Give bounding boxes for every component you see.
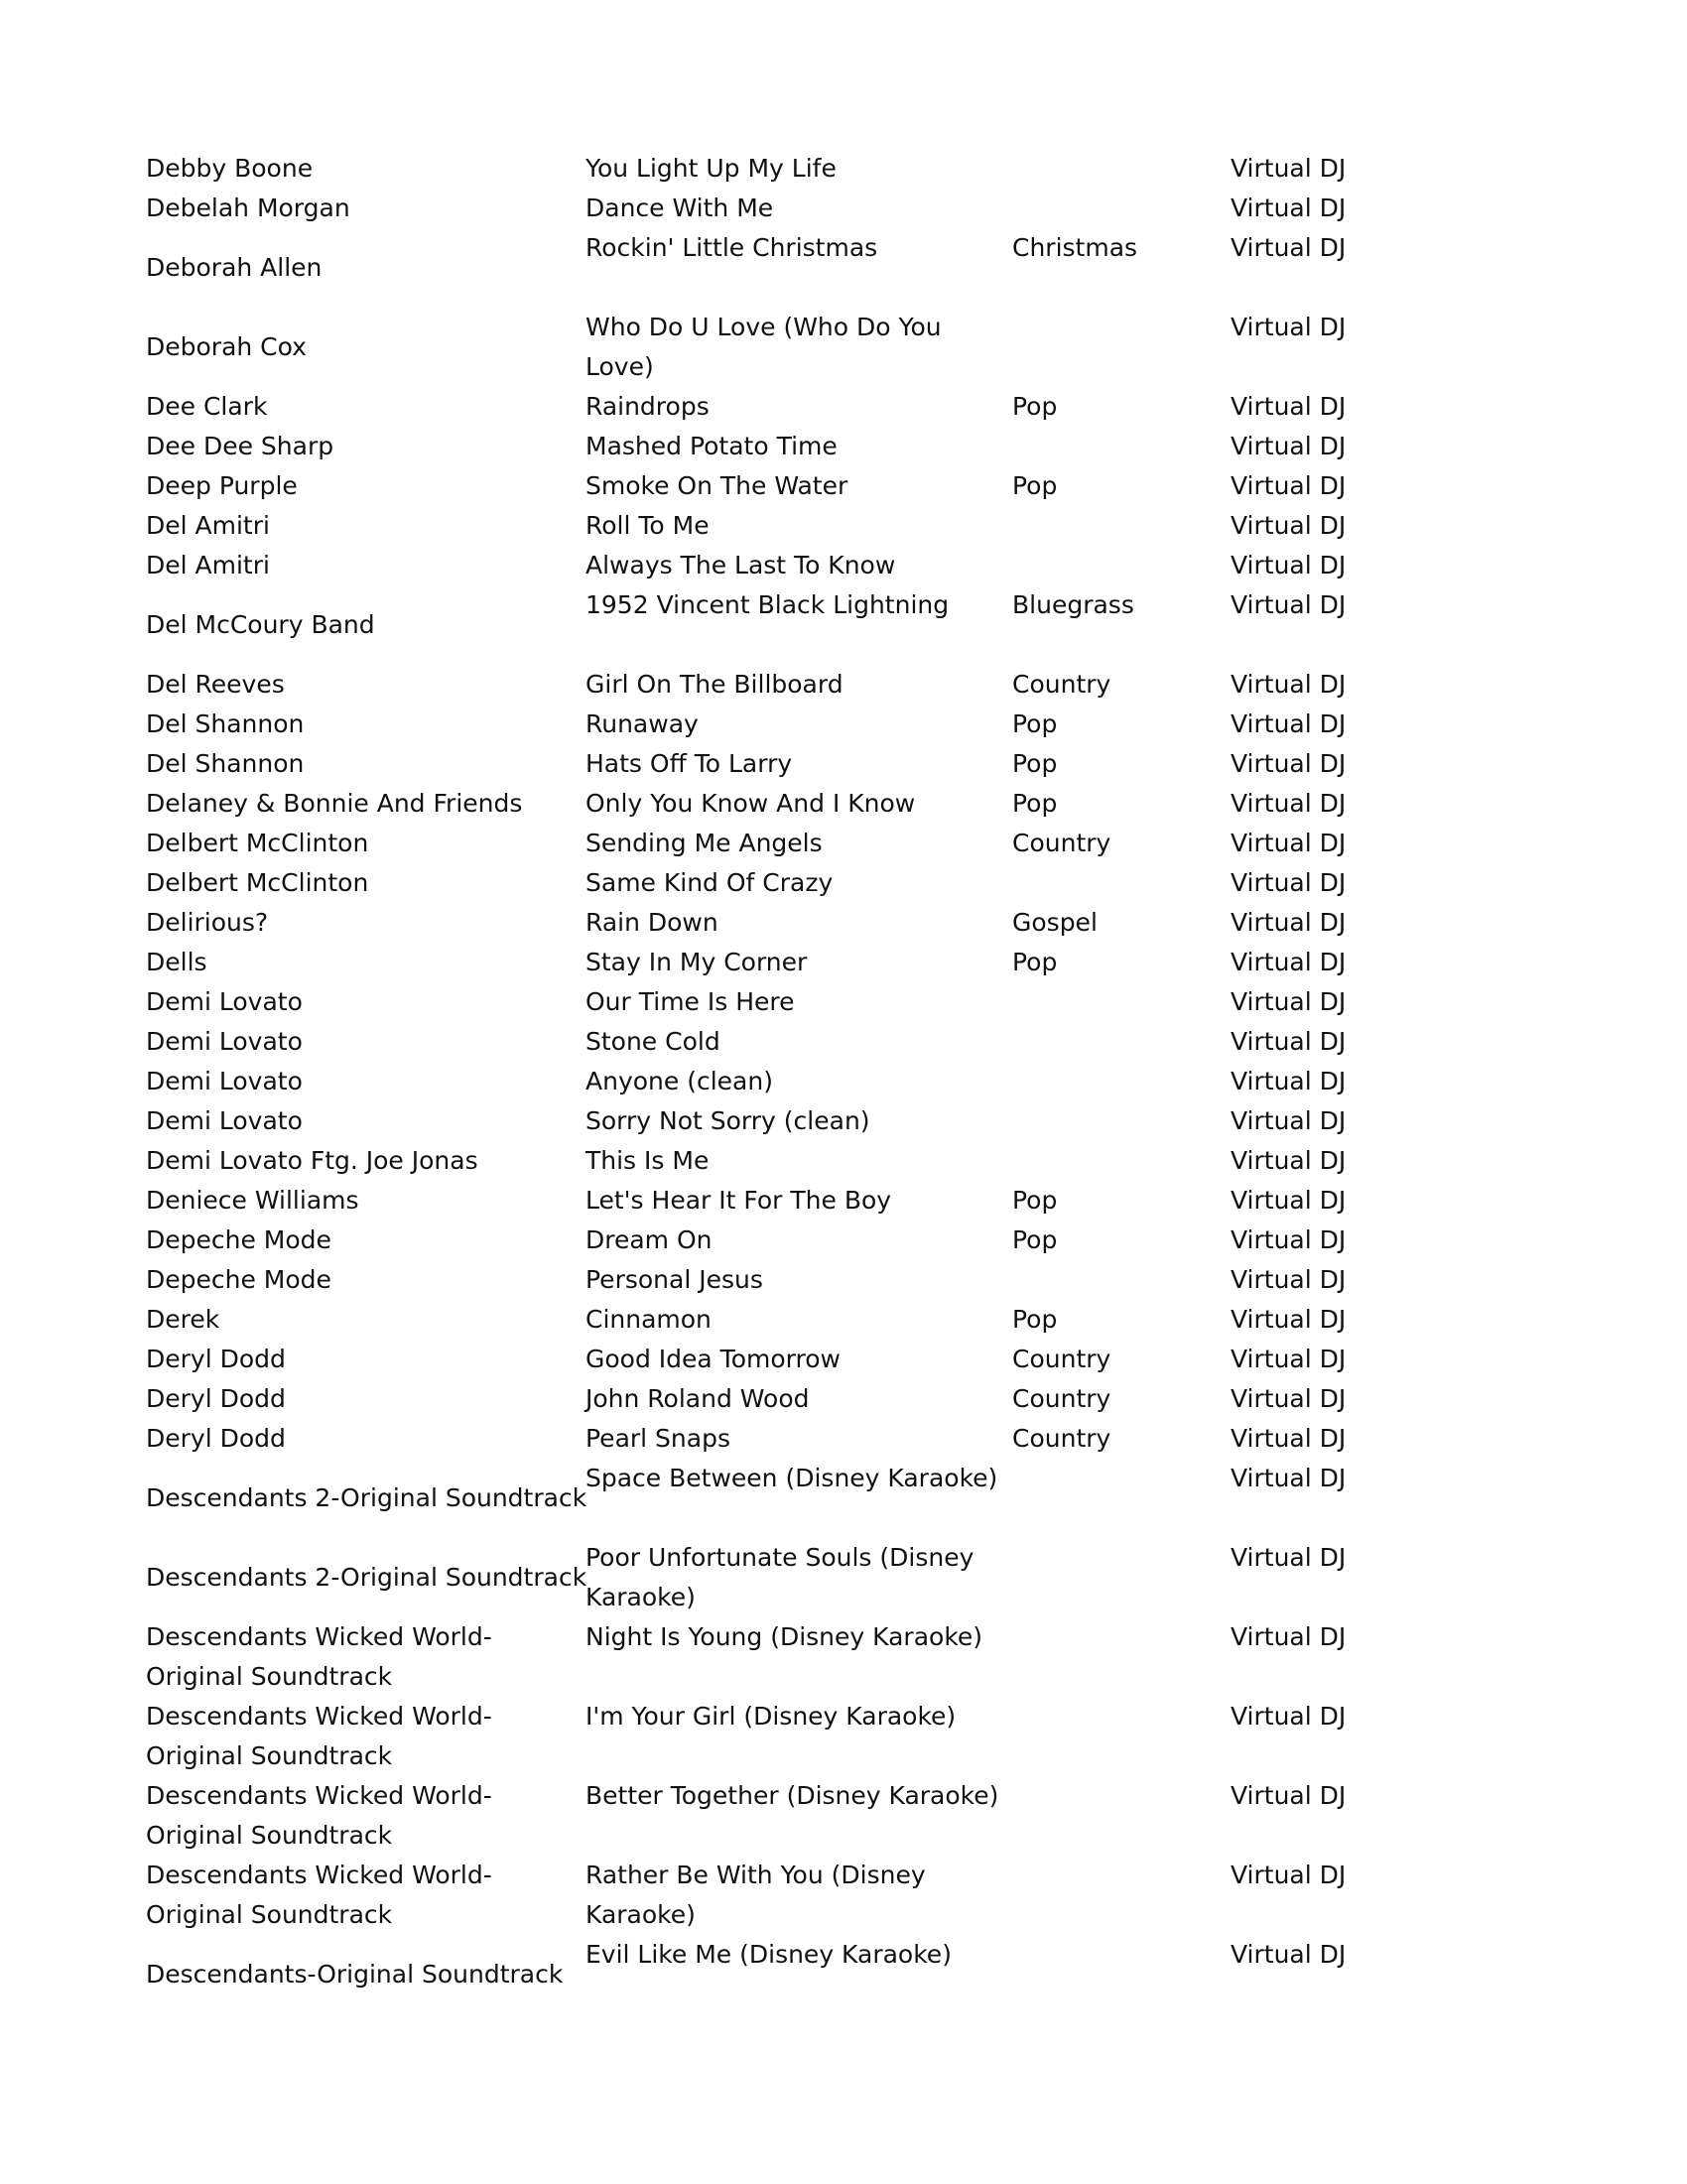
artist-cell: Delirious? <box>146 908 269 937</box>
source-cell: Virtual DJ <box>1231 154 1347 183</box>
source-cell: Virtual DJ <box>1231 709 1347 738</box>
table-row <box>146 1617 1386 1697</box>
song-title-cell: Hats Off To Larry <box>585 749 793 778</box>
song-title-cell: Sorry Not Sorry (clean) <box>585 1106 870 1135</box>
song-title-cell: Good Idea Tomorrow <box>585 1345 841 1373</box>
table-row <box>146 466 1386 506</box>
genre-cell: Pop <box>1012 392 1058 421</box>
song-title-cell: Dance With Me <box>585 193 774 222</box>
table-row <box>146 863 1386 903</box>
genre-cell: Country <box>1012 1384 1111 1413</box>
source-cell: Virtual DJ <box>1231 1027 1347 1056</box>
artist-cell: Delaney & Bonnie And Friends <box>146 789 523 818</box>
table-row <box>146 1379 1386 1419</box>
genre-cell: Pop <box>1012 1186 1058 1215</box>
source-cell: Virtual DJ <box>1231 1146 1347 1175</box>
artist-cell: Deborah Allen <box>146 253 323 282</box>
song-title-cell: Rather Be With You (Disney Karaoke) <box>585 1861 926 1929</box>
artist-cell: Deryl Dodd <box>146 1424 286 1453</box>
song-title-cell: Poor Unfortunate Souls (Disney Karaoke) <box>585 1543 974 1611</box>
table-row <box>146 943 1386 982</box>
song-title-cell: Better Together (Disney Karaoke) <box>585 1781 999 1810</box>
source-cell: Virtual DJ <box>1231 1384 1347 1413</box>
table-row <box>146 1340 1386 1379</box>
table-row <box>146 1141 1386 1181</box>
table-row <box>146 427 1386 466</box>
table-row <box>146 1101 1386 1141</box>
table-row <box>146 1538 1386 1617</box>
artist-cell: Demi Lovato Ftg. Joe Jonas <box>146 1146 478 1175</box>
song-title-cell: Mashed Potato Time <box>585 432 838 460</box>
source-cell: Virtual DJ <box>1231 1225 1347 1254</box>
artist-cell: Dee Dee Sharp <box>146 432 334 460</box>
table-row <box>146 308 1386 387</box>
source-cell: Virtual DJ <box>1231 1106 1347 1135</box>
song-title-cell: Anyone (clean) <box>585 1067 773 1095</box>
song-title-cell: Smoke On The Water <box>585 471 848 500</box>
song-title-cell: Girl On The Billboard <box>585 670 844 699</box>
genre-cell: Country <box>1012 1424 1111 1453</box>
artist-cell: Dee Clark <box>146 392 268 421</box>
source-cell: Virtual DJ <box>1231 511 1347 540</box>
artist-cell: Descendants Wicked World-Original Soundtrack <box>146 1622 492 1691</box>
source-cell: Virtual DJ <box>1231 789 1347 818</box>
table-row <box>146 1022 1386 1062</box>
source-cell: Virtual DJ <box>1231 908 1347 937</box>
genre-cell: Bluegrass <box>1012 590 1134 619</box>
artist-cell: Del McCoury Band <box>146 610 375 639</box>
song-title-cell: You Light Up My Life <box>585 154 837 183</box>
artist-cell: Deep Purple <box>146 471 298 500</box>
genre-cell: Country <box>1012 670 1111 699</box>
artist-cell: Del Shannon <box>146 749 305 778</box>
source-cell: Virtual DJ <box>1231 1067 1347 1095</box>
genre-cell: Pop <box>1012 749 1058 778</box>
artist-cell: Delbert McClinton <box>146 829 369 857</box>
source-cell: Virtual DJ <box>1231 1265 1347 1294</box>
song-title-cell: I'm Your Girl (Disney Karaoke) <box>585 1702 957 1731</box>
song-title-cell: Night Is Young (Disney Karaoke) <box>585 1622 983 1651</box>
genre-cell: Pop <box>1012 1305 1058 1334</box>
song-title-cell: Let's Hear It For The Boy <box>585 1186 892 1215</box>
source-cell: Virtual DJ <box>1231 1345 1347 1373</box>
song-title-cell: John Roland Wood <box>585 1384 810 1413</box>
table-row <box>146 824 1386 863</box>
song-title-cell: Cinnamon <box>585 1305 712 1334</box>
source-cell: Virtual DJ <box>1231 948 1347 976</box>
artist-cell: Del Reeves <box>146 670 285 699</box>
source-cell: Virtual DJ <box>1231 1464 1347 1492</box>
source-cell: Virtual DJ <box>1231 471 1347 500</box>
table-row <box>146 982 1386 1022</box>
genre-cell: Pop <box>1012 789 1058 818</box>
source-cell: Virtual DJ <box>1231 1861 1347 1889</box>
source-cell: Virtual DJ <box>1231 1940 1347 1969</box>
table-row <box>146 1220 1386 1260</box>
source-cell: Virtual DJ <box>1231 193 1347 222</box>
artist-cell: Descendants-Original Soundtrack <box>146 1960 564 1989</box>
table-row <box>146 585 1386 665</box>
artist-cell: Descendants Wicked World-Original Soundtrack <box>146 1781 492 1850</box>
song-title-cell: Raindrops <box>585 392 710 421</box>
artist-cell: Debby Boone <box>146 154 314 183</box>
table-row <box>146 665 1386 705</box>
song-title-cell: Our Time Is Here <box>585 987 795 1016</box>
source-cell: Virtual DJ <box>1231 1305 1347 1334</box>
song-title-cell: Space Between (Disney Karaoke) <box>585 1464 998 1492</box>
table-row <box>146 1856 1386 1935</box>
source-cell: Virtual DJ <box>1231 1186 1347 1215</box>
artist-cell: Deryl Dodd <box>146 1345 286 1373</box>
artist-cell: Depeche Mode <box>146 1265 331 1294</box>
artist-cell: Depeche Mode <box>146 1225 331 1254</box>
table-row <box>146 506 1386 546</box>
artist-cell: Demi Lovato <box>146 987 303 1016</box>
song-title-cell: Evil Like Me (Disney Karaoke) <box>585 1940 952 1969</box>
song-title-cell: Stay In My Corner <box>585 948 808 976</box>
table-row <box>146 1935 1386 2014</box>
table-row <box>146 1181 1386 1220</box>
song-title-cell: Stone Cold <box>585 1027 720 1056</box>
artist-cell: Demi Lovato <box>146 1067 303 1095</box>
source-cell: Virtual DJ <box>1231 432 1347 460</box>
source-cell: Virtual DJ <box>1231 670 1347 699</box>
genre-cell: Christmas <box>1012 233 1138 262</box>
source-cell: Virtual DJ <box>1231 1781 1347 1810</box>
artist-cell: Demi Lovato <box>146 1106 303 1135</box>
song-title-cell: Only You Know And I Know <box>585 789 916 818</box>
song-title-cell: Rain Down <box>585 908 718 937</box>
song-title-cell: Pearl Snaps <box>585 1424 730 1453</box>
artist-cell: Descendants Wicked World-Original Soundtrack <box>146 1861 492 1929</box>
table-row <box>146 387 1386 427</box>
table-row <box>146 1419 1386 1459</box>
artist-cell: Del Shannon <box>146 709 305 738</box>
artist-cell: Deniece Williams <box>146 1186 359 1215</box>
artist-cell: Delbert McClinton <box>146 868 369 897</box>
source-cell: Virtual DJ <box>1231 749 1347 778</box>
genre-cell: Country <box>1012 829 1111 857</box>
source-cell: Virtual DJ <box>1231 313 1347 341</box>
table-row <box>146 1300 1386 1340</box>
source-cell: Virtual DJ <box>1231 392 1347 421</box>
table-row <box>146 1459 1386 1538</box>
song-title-cell: 1952 Vincent Black Lightning <box>585 590 950 619</box>
table-row <box>146 149 1386 189</box>
source-cell: Virtual DJ <box>1231 987 1347 1016</box>
song-title-cell: Always The Last To Know <box>585 551 896 579</box>
source-cell: Virtual DJ <box>1231 590 1347 619</box>
song-title-cell: Runaway <box>585 709 699 738</box>
genre-cell: Pop <box>1012 471 1058 500</box>
table-row <box>146 903 1386 943</box>
genre-cell: Country <box>1012 1345 1111 1373</box>
table-row <box>146 744 1386 784</box>
artist-cell: Descendants Wicked World-Original Soundtrack <box>146 1702 492 1770</box>
artist-cell: Debelah Morgan <box>146 193 350 222</box>
source-cell: Virtual DJ <box>1231 829 1347 857</box>
table-row <box>146 1776 1386 1856</box>
song-title-cell: Dream On <box>585 1225 713 1254</box>
genre-cell: Pop <box>1012 1225 1058 1254</box>
genre-cell: Gospel <box>1012 908 1098 937</box>
source-cell: Virtual DJ <box>1231 233 1347 262</box>
artist-cell: Demi Lovato <box>146 1027 303 1056</box>
source-cell: Virtual DJ <box>1231 1543 1347 1572</box>
song-title-cell: Roll To Me <box>585 511 710 540</box>
table-row <box>146 784 1386 824</box>
source-cell: Virtual DJ <box>1231 1702 1347 1731</box>
source-cell: Virtual DJ <box>1231 1622 1347 1651</box>
artist-cell: Dells <box>146 948 207 976</box>
table-row <box>146 705 1386 744</box>
source-cell: Virtual DJ <box>1231 1424 1347 1453</box>
artist-cell: Deryl Dodd <box>146 1384 286 1413</box>
artist-cell: Descendants 2-Original Soundtrack <box>146 1483 587 1512</box>
table-row <box>146 228 1386 308</box>
source-cell: Virtual DJ <box>1231 551 1347 579</box>
table-row <box>146 1697 1386 1776</box>
song-title-cell: Same Kind Of Crazy <box>585 868 834 897</box>
song-list-table <box>146 149 1386 2014</box>
song-title-cell: Personal Jesus <box>585 1265 763 1294</box>
song-title-cell: Rockin' Little Christmas <box>585 233 878 262</box>
artist-cell: Del Amitri <box>146 551 270 579</box>
table-row <box>146 1062 1386 1101</box>
artist-cell: Deborah Cox <box>146 332 307 361</box>
song-title-cell: Sending Me Angels <box>585 829 823 857</box>
song-title-cell: This Is Me <box>585 1146 710 1175</box>
song-title-cell: Who Do U Love (Who Do You Love) <box>585 313 942 381</box>
table-row <box>146 189 1386 228</box>
artist-cell: Del Amitri <box>146 511 270 540</box>
artist-cell: Descendants 2-Original Soundtrack <box>146 1563 587 1592</box>
genre-cell: Pop <box>1012 709 1058 738</box>
artist-cell: Derek <box>146 1305 220 1334</box>
genre-cell: Pop <box>1012 948 1058 976</box>
table-row <box>146 1260 1386 1300</box>
table-row <box>146 546 1386 585</box>
source-cell: Virtual DJ <box>1231 868 1347 897</box>
